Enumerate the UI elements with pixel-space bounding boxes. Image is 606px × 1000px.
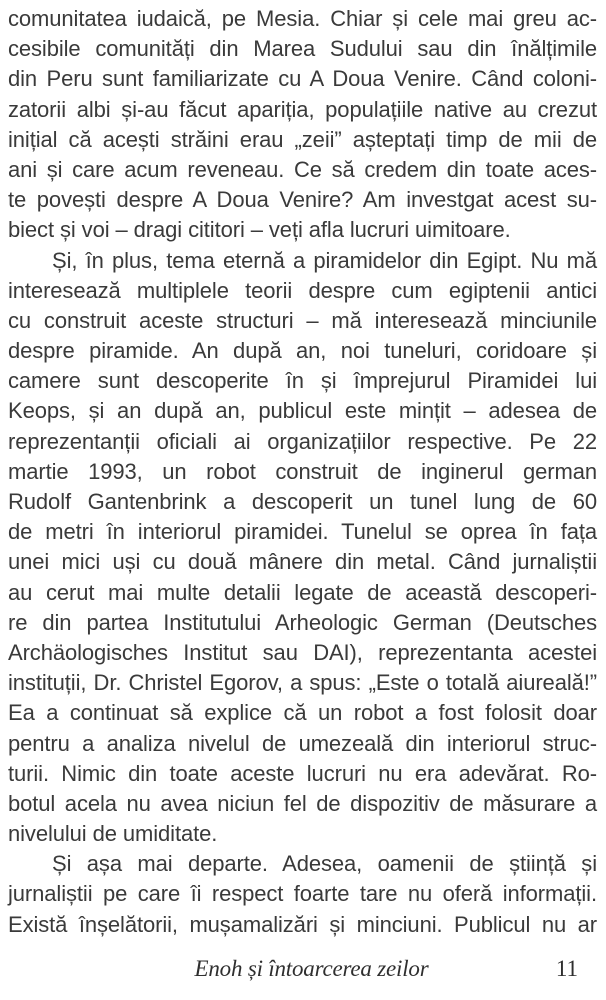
text-line: inițial că acești străini erau „zeii” așteptați timp de mii de bbox=[8, 126, 597, 152]
text-line: nivelului de umiditate. bbox=[8, 821, 218, 847]
text-line: martie 1993, un robot construit de inginerul german bbox=[8, 458, 597, 484]
text-line: biect și voi – dragi cititori – veți afla lucruri uimitoare. bbox=[8, 217, 511, 243]
text-line: ani și care acum reveneau. Ce să credem din toate aces- bbox=[8, 156, 597, 182]
text-line: Archäologisches Institut sau DAI), reprezentanta acestei bbox=[8, 639, 597, 665]
text-line: reprezentanții oficiali ai organizațiilor respective. Pe 22 bbox=[8, 428, 597, 454]
page-number: 11 bbox=[555, 956, 578, 981]
text-line: Keops, și an după an, publicul este mințit – adesea de bbox=[8, 398, 597, 424]
text-line: din Peru sunt familiarizate cu A Doua Venire. Când coloni- bbox=[8, 66, 597, 92]
text-line: re din partea Institutului Arheologic German (Deutsches bbox=[8, 609, 597, 635]
running-title: Enoh și întoarcerea zeilor bbox=[194, 956, 429, 981]
text-line: Și, în plus, tema eternă a piramidelor din Egipt. Nu mă bbox=[52, 247, 597, 273]
text-line: cu construit aceste structuri – mă interesează minciunile bbox=[8, 307, 597, 333]
text-line: cesibile comunități din Marea Sudului sau din înălțimile bbox=[8, 36, 597, 62]
text-line: Ea a continuat să explice că un robot a fost folosit doar bbox=[8, 700, 597, 726]
text-line: comunitatea iudaică, pe Mesia. Chiar și cele mai greu ac- bbox=[8, 6, 597, 31]
text-line: despre piramide. An după an, noi tuneluri, coridoare și bbox=[8, 338, 597, 364]
text-line: zatorii albi și-au făcut apariția, populațiile native au crezut bbox=[8, 96, 597, 122]
body-text bbox=[8, 4, 597, 940]
text-line: botul acela nu avea niciun fel de dispozitiv de măsurare a bbox=[8, 790, 597, 816]
text-line: instituții, Dr. Christel Egorov, a spus: „Este o totală aiureală!” bbox=[8, 670, 597, 696]
text-line: interesează multiplele teorii despre cum egiptenii antici bbox=[8, 277, 597, 303]
text-line: Există înșelătorii, mușamalizări și minciuni. Publicul nu ar bbox=[8, 911, 597, 937]
paragraph bbox=[8, 246, 597, 850]
text-line: unei mici uși cu două mânere din metal. Când jurnaliștii bbox=[8, 549, 597, 575]
text-line: de metri în interiorul piramidei. Tunelul se oprea în fața bbox=[8, 519, 597, 545]
text-line: turii. Nimic din toate aceste lucruri nu era adevărat. Ro- bbox=[8, 760, 597, 786]
text-line: Rudolf Gantenbrink a descoperit un tunel lung de 60 bbox=[8, 489, 597, 514]
text-line: pentru a analiza nivelul de umezeală din interiorul struc- bbox=[8, 730, 597, 756]
paragraph bbox=[8, 4, 597, 246]
text-line: jurnaliștii pe care îi respect foarte tare nu oferă informații. bbox=[8, 881, 597, 907]
text-line: au cerut mai multe detalii legate de această descoperi- bbox=[8, 579, 597, 605]
text-line: Și așa mai departe. Adesea, oamenii de știință și bbox=[52, 851, 597, 877]
page-footer bbox=[8, 956, 597, 990]
text-line: camere sunt descoperite în și împrejurul Piramidei lui bbox=[8, 368, 597, 394]
text-line: te povești despre A Doua Venire? Am investgat acest su- bbox=[8, 187, 597, 213]
paragraph bbox=[8, 849, 597, 940]
